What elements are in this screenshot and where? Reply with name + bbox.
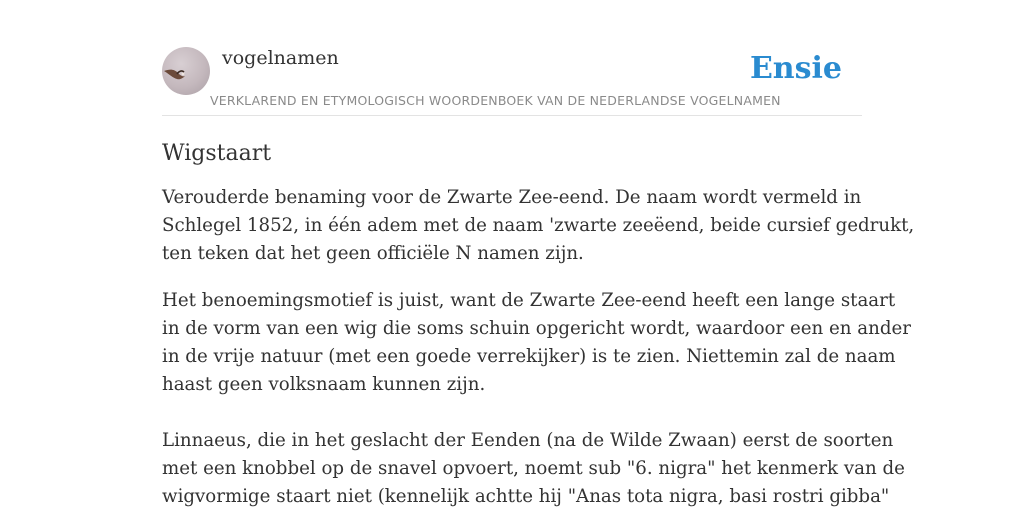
site-subtitle: VERKLAREND EN ETYMOLOGISCH WOORDENBOEK VAN DE NEDERLANDSE VOGELNAMEN [210, 93, 781, 108]
article-title: Wigstaart [162, 141, 272, 166]
paragraph-3 [162, 427, 905, 511]
site-header [162, 0, 862, 116]
paragraph-line: haast geen volksnaam kunnen zijn. [162, 374, 486, 395]
paragraph-line: in de vorm van een wig die soms schuin opgericht wordt, waardoor een en ander [162, 318, 911, 339]
ensie-logo-link[interactable]: Ensie [749, 51, 842, 86]
paragraph-2 [162, 287, 911, 399]
paragraph-line: Het benoemingsmotief is juist, want de Zwarte Zee-eend heeft een lange staart [162, 290, 896, 311]
paragraph-line: Linnaeus, die in het geslacht der Eenden (na de Wilde Zwaan) eerst de soorten [162, 430, 894, 451]
bird-in-flight-icon [162, 47, 210, 95]
paragraph-line: Schlegel 1852, in één adem met de naam 'zwarte zeeëend, beide cursief gedrukt, [162, 215, 915, 236]
site-name[interactable]: vogelnamen [222, 47, 339, 69]
paragraph-line: wigvormige staart niet (kennelijk achtte hij "Anas tota nigra, basi rostri gibba" [162, 486, 890, 507]
paragraph-spacer [162, 268, 862, 287]
paragraph-spacer [162, 399, 862, 427]
paragraph-line: in de vrije natuur (met een goede verrekijker) is te zien. Niettemin zal de naam [162, 346, 896, 367]
header-divider [162, 115, 862, 116]
paragraph-line: met een knobbel op de snavel opvoert, noemt sub "6. nigra" het kenmerk van de [162, 458, 905, 479]
paragraph-line: ten teken dat het geen officiële N namen zijn. [162, 243, 584, 264]
paragraph-1 [162, 184, 915, 268]
article-content [162, 138, 915, 511]
paragraph-line: Verouderde benaming voor de Zwarte Zee-eend. De naam wordt vermeld in [162, 187, 862, 208]
site-avatar[interactable] [162, 47, 210, 95]
